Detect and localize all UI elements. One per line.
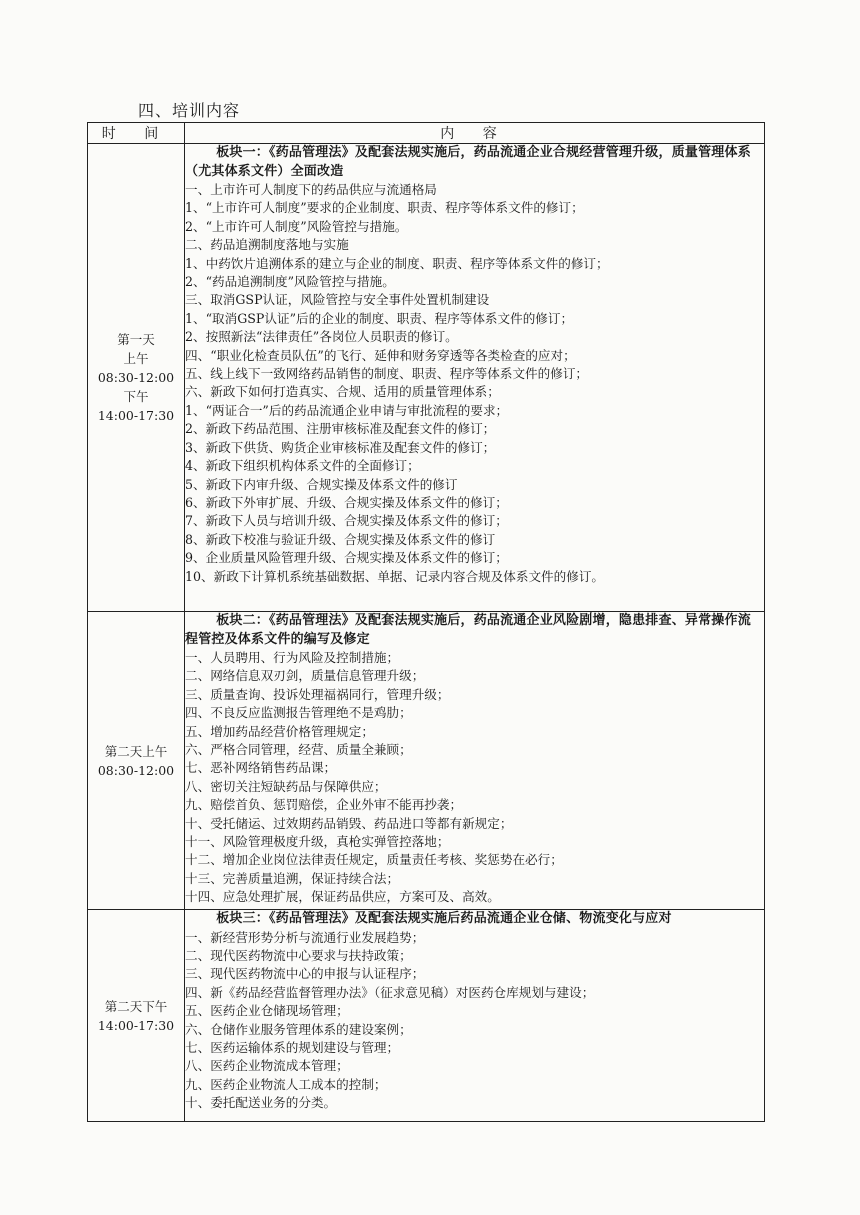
list-item: 一、上市许可人制度下的药品供应与流通格局 bbox=[185, 182, 437, 197]
time-line: 08:30-12:00 bbox=[97, 762, 175, 778]
list-item: 三、质量查询、投诉处理福祸同行，管理升级； bbox=[185, 686, 450, 702]
list-item: 七、医药运输体系的规划建设与管理； bbox=[185, 1039, 400, 1055]
time-cell bbox=[88, 144, 185, 612]
section-title: 四、培训内容 bbox=[138, 101, 241, 120]
list-item: 五、医药企业仓储现场管理； bbox=[185, 1003, 349, 1019]
header-time: 时 间 bbox=[88, 123, 185, 144]
block-title: 板块一：《药品管理法》及配套法规实施后，药品流通企业合规经营管理升级，质量管理体系（尤其体系文件）全面改造 bbox=[185, 145, 751, 179]
list-item: 四、新《药品经营监督管理办法》（征求意见稿）对医药仓库规划与建设； bbox=[185, 984, 595, 1000]
list-item: 8、新政下校准与验证升级、合规实操及体系文件的修订 bbox=[185, 531, 496, 547]
list-item: 九、医药企业物流人工成本的控制； bbox=[185, 1076, 387, 1092]
header-content: 内 容 bbox=[185, 123, 765, 144]
time-cell bbox=[88, 612, 185, 910]
list-item: 十二、增加企业岗位法律责任规定，质量责任考核、奖惩势在必行； bbox=[185, 852, 563, 868]
list-item: 四、“职业化检查员队伍”的飞行、延伸和财务穿透等各类检查的应对； bbox=[185, 347, 576, 363]
list-item: 五、线上线下一致网络药品销售的制度、职责、程序等体系文件的修订； bbox=[185, 366, 588, 382]
list-item: 10、新政下计算机系统基础数据、单据、记录内容合规及体系文件的修订。 bbox=[185, 568, 605, 584]
time-line: 上午 bbox=[123, 351, 149, 366]
block-title: 板块二：《药品管理法》及配套法规实施后，药品流通企业风险剧增，隐患排查、异常操作流程管控及体系文件的编写及修定 bbox=[185, 613, 751, 647]
list-item: 十、受托储运、过效期药品销毁、药品进口等都有新规定； bbox=[185, 815, 513, 831]
list-item: 二、网络信息双刃剑，质量信息管理升级； bbox=[185, 668, 425, 684]
table-row bbox=[88, 910, 765, 1122]
list-item: 三、现代医药物流中心的申报与认证程序； bbox=[185, 966, 425, 982]
list-item: 9、企业质量风险管理升级、合规实操及体系文件的修订； bbox=[185, 550, 508, 566]
list-item: 3、新政下供货、购货企业审核标准及配套文件的修订； bbox=[185, 439, 496, 455]
table-header-row bbox=[88, 123, 765, 144]
block-title: 板块三：《药品管理法》及配套法规实施后药品流通企业仓储、物流变化与应对 bbox=[216, 911, 672, 926]
list-item: 7、新政下人员与培训升级、合规实操及体系文件的修订； bbox=[185, 513, 508, 529]
list-item: 八、医药企业物流成本管理； bbox=[185, 1058, 349, 1074]
list-item: 6、新政下外审扩展、升级、合规实操及体系文件的修订； bbox=[185, 494, 508, 510]
list-item: 2、“上市许可人制度”风险管控与措施。 bbox=[185, 218, 408, 234]
list-item: 六、新政下如何打造真实、合规、适用的质量管理体系； bbox=[185, 384, 500, 400]
content-cell bbox=[185, 910, 765, 1122]
list-item: 4、新政下组织机构体系文件的全面修订； bbox=[185, 458, 420, 474]
list-item: 2、“药品追溯制度”风险管控与措施。 bbox=[185, 274, 395, 290]
list-item: 十四、应急处理扩展，保证药品供应，方案可及、高效。 bbox=[185, 889, 500, 905]
schedule-table bbox=[87, 122, 765, 1122]
list-item: 六、仓储作业服务管理体系的建设案例； bbox=[185, 1021, 412, 1037]
table-row bbox=[88, 144, 765, 612]
list-item: 2、按照新法“法律责任”各岗位人员职责的修订。 bbox=[185, 329, 458, 345]
time-line: 14:00-17:30 bbox=[97, 1017, 175, 1033]
time-line: 下午 bbox=[123, 389, 149, 404]
list-item: 八、密切关注短缺药品与保障供应； bbox=[185, 778, 387, 794]
list-item: 十三、完善质量追溯，保证持续合法； bbox=[185, 870, 400, 886]
time-cell bbox=[88, 910, 185, 1122]
list-item: 九、赔偿首负、惩罚赔偿，企业外审不能再抄袭； bbox=[185, 797, 463, 813]
list-item: 二、药品追溯制度落地与实施 bbox=[185, 237, 349, 253]
content-cell bbox=[185, 144, 765, 612]
time-line: 第二天下午 bbox=[104, 998, 168, 1014]
list-item: 1、“上市许可人制度”要求的企业制度、职责、程序等体系文件的修订； bbox=[185, 200, 584, 216]
list-item: 十一、风险管理极度升级，真枪实弹管控落地； bbox=[185, 834, 450, 850]
list-item: 5、新政下内审升级、合规实操及体系文件的修订 bbox=[185, 476, 458, 492]
list-item: 1、中药饮片追溯体系的建立与企业的制度、职责、程序等体系文件的修订； bbox=[185, 255, 609, 271]
time-line: 第一天 bbox=[117, 332, 155, 347]
list-item: 三、取消GSP认证，风险管控与安全事件处置机制建设 bbox=[185, 292, 490, 308]
list-item: 一、新经营形势分析与流通行业发展趋势； bbox=[185, 929, 425, 945]
list-item: 1、“两证合一”后的药品流通企业申请与审批流程的要求； bbox=[185, 402, 509, 418]
table-row bbox=[88, 612, 765, 910]
list-item: 五、增加药品经营价格管理规定； bbox=[185, 723, 374, 739]
list-item: 十、委托配送业务的分类。 bbox=[185, 1095, 337, 1111]
content-cell bbox=[185, 612, 765, 910]
schedule-body bbox=[88, 144, 765, 1122]
list-item: 六、严格合同管理，经营、质量全兼顾； bbox=[185, 742, 412, 758]
list-item: 1、“取消GSP认证”后的企业的制度、职责、程序等体系文件的修订； bbox=[185, 310, 574, 326]
list-item: 一、人员聘用、行为风险及控制措施； bbox=[185, 650, 400, 665]
time-line: 08:30-12:00 bbox=[97, 370, 175, 385]
time-line: 第二天上午 bbox=[104, 743, 168, 759]
list-item: 2、新政下药品范围、注册审核标准及配套文件的修订； bbox=[185, 421, 496, 437]
list-item: 二、现代医药物流中心要求与扶持政策； bbox=[185, 947, 412, 963]
time-line: 14:00-17:30 bbox=[97, 408, 175, 423]
list-item: 七、恶补网络销售药品课； bbox=[185, 760, 337, 776]
list-item: 四、不良反应监测报告管理绝不是鸡肋； bbox=[185, 705, 412, 721]
